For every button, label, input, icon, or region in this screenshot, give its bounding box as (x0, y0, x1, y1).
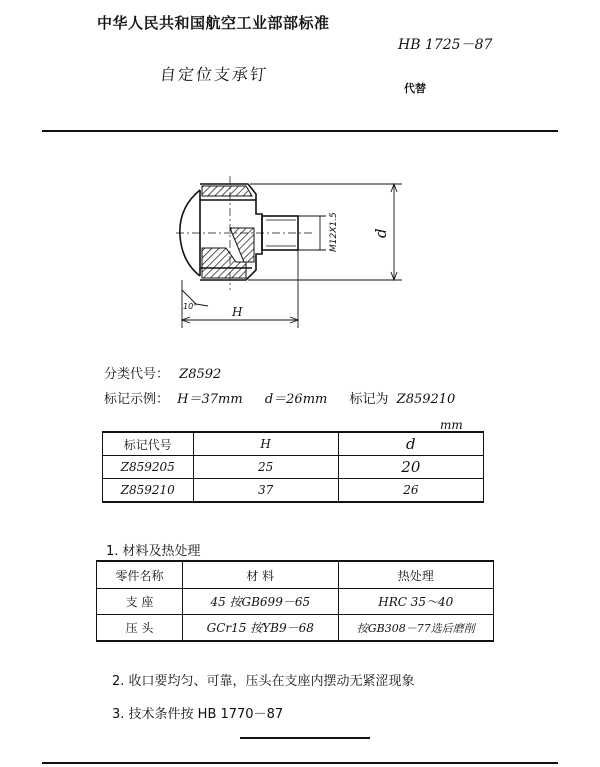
org-title: 中华人民共和国航空工业部部标准 (97, 14, 330, 32)
table-row (97, 589, 494, 615)
table-row (97, 615, 494, 642)
row-code: Z859205 (103, 456, 194, 479)
heat-treatment: HRC 35～40 (338, 589, 493, 615)
material: 45 按GB699－65 (183, 589, 339, 615)
part-name: 支 座 (97, 589, 183, 615)
marking-label: 标记示例： (104, 392, 170, 407)
class-code-label: 分类代号： (104, 367, 170, 382)
note-2: 2. 收口要均匀、可靠，压头在支座内摆动无紧涩现象 (112, 674, 415, 689)
col-header-h: H (193, 432, 338, 456)
marking-h: H＝37mm (177, 392, 243, 407)
col-header-d: d (338, 432, 483, 456)
table-header-row (103, 432, 484, 456)
dimension-h-label: H (232, 305, 243, 319)
marking-std-label: 标记为 (349, 392, 389, 407)
part-name: 压 头 (97, 615, 183, 642)
row-h: 25 (193, 456, 338, 479)
col-header-material: 材 料 (183, 561, 339, 589)
dimension-d-label: d (372, 228, 390, 238)
unit-label: mm (440, 418, 463, 432)
marking-d: d＝26mm (264, 392, 328, 407)
row-h: 37 (193, 479, 338, 503)
replaces-label: 代替 (404, 82, 426, 95)
row-code: Z859210 (103, 479, 194, 503)
table-header-row (97, 561, 494, 589)
table-row (103, 479, 484, 503)
materials-title: 1. 材料及热处理 (106, 544, 201, 559)
note-3: 3. 技术条件按 HB 1770－87 (112, 707, 284, 722)
footer-rule (42, 762, 558, 764)
class-code-row (104, 363, 221, 382)
col-header-part: 零件名称 (97, 561, 183, 589)
col-header-heat: 热处理 (338, 561, 493, 589)
row-d: 26 (338, 479, 483, 503)
col-header-code: 标记代号 (103, 432, 194, 456)
end-rule (240, 737, 370, 739)
marking-example-row (104, 388, 455, 407)
standard-number: HB 1725－87 (398, 37, 493, 53)
material: GCr15 按YB9－68 (183, 615, 339, 642)
angle-label: 10° (183, 302, 198, 311)
row-d: 20 (338, 456, 483, 479)
class-code-value: Z8592 (179, 367, 222, 382)
materials-table (96, 560, 494, 642)
dimensions-table (102, 431, 484, 503)
thread-label: M12X1.5 (329, 212, 339, 252)
product-name: 自定位支承钉 (158, 65, 269, 84)
marking-std-value: Z859210 (396, 392, 456, 407)
heat-treatment: 按GB308－77选后磨削 (338, 615, 493, 642)
table-row (103, 456, 484, 479)
